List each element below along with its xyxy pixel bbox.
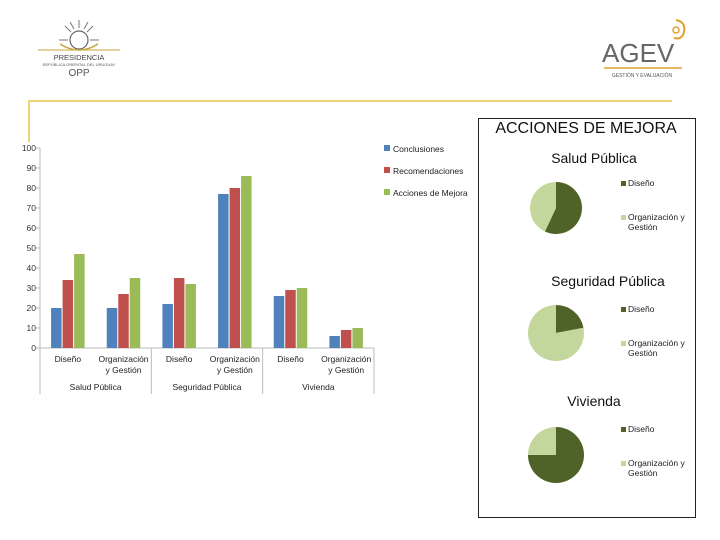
legend-entry: Diseño [628,304,655,314]
legend-entry: Conclusiones [393,144,445,154]
bar [174,278,185,348]
group-label: Seguridad Pública [172,382,242,392]
legend-swatch [384,167,390,173]
pie-chart [530,150,685,234]
x-tick-label: Diseño [277,354,304,364]
y-tick-label: 50 [26,243,36,253]
y-tick-label: 90 [26,163,36,173]
bar [74,254,85,348]
bar [285,290,296,348]
panel-title: ACCIONES DE MEJORA [495,120,677,137]
bar [218,194,229,348]
y-tick-label: 30 [26,283,36,293]
legend-swatch [384,145,390,151]
legend-swatch [621,461,626,466]
x-tick-label: Organización y Gestión [209,354,260,375]
legend-swatch [621,341,626,346]
x-tick-label: Organización y Gestión [98,354,149,375]
bar [185,284,196,348]
agev-logo-name: AGEV [602,38,675,68]
bar [63,280,73,348]
legend-entry: Organización y Gestión [628,212,685,232]
bar-chart [0,136,490,398]
bar [130,278,141,348]
pie-charts [478,118,694,516]
pie-title: Vivienda [567,393,621,409]
slide-frame-top [28,100,672,102]
y-tick-label: 10 [26,323,36,333]
y-tick-label: 100 [21,143,36,153]
group-label: Vivienda [302,382,335,392]
legend-entry: Organización y Gestión [628,458,685,478]
pie-title: Salud Pública [551,150,637,166]
legend-entry: Diseño [628,178,655,188]
pie-chart [528,393,685,483]
bar [107,308,118,348]
x-tick-label: Organización y Gestión [321,354,372,375]
bar [329,336,340,348]
agev-logo-tagline: GESTIÓN Y EVALUACIÓN [611,73,673,79]
x-tick-label: Diseño [54,354,82,364]
legend-entry: Diseño [628,424,655,434]
x-tick-label: Diseño [165,354,193,364]
legend-swatch [621,427,626,432]
legend-entry: Recomendaciones [393,166,464,176]
pie-slice [528,427,556,455]
bar [230,188,241,348]
bar [352,328,363,348]
bar [297,288,308,348]
opp-logo-line2: REPÚBLICA ORIENTAL DEL URUGUAY [42,62,116,67]
bar [341,330,352,348]
y-tick-label: 40 [26,263,36,273]
sun-emblem-icon [38,20,120,50]
y-tick-label: 20 [26,303,36,313]
legend-entry: Acciones de Mejora [393,188,468,198]
group-label: Salud Pública [69,382,122,392]
bar [274,296,285,348]
y-tick-label: 60 [26,223,36,233]
opp-logo-line1: PRESIDENCIA [53,53,105,62]
y-tick-label: 0 [31,343,36,353]
pie-title: Seguridad Pública [551,273,665,289]
bar [162,304,173,348]
y-tick-label: 70 [26,203,36,213]
pie-chart [528,273,685,361]
agev-logo [590,16,690,82]
bar [241,176,252,348]
bar [51,308,62,348]
legend-swatch [621,215,626,220]
y-tick-label: 80 [26,183,36,193]
legend-entry: Organización y Gestión [628,338,685,358]
legend-swatch [621,307,626,312]
bar [118,294,129,348]
opp-logo [24,14,134,80]
agev-spiral-icon [673,20,684,38]
legend-swatch [384,189,390,195]
legend-swatch [621,181,626,186]
opp-logo-line3: OPP [68,68,90,79]
